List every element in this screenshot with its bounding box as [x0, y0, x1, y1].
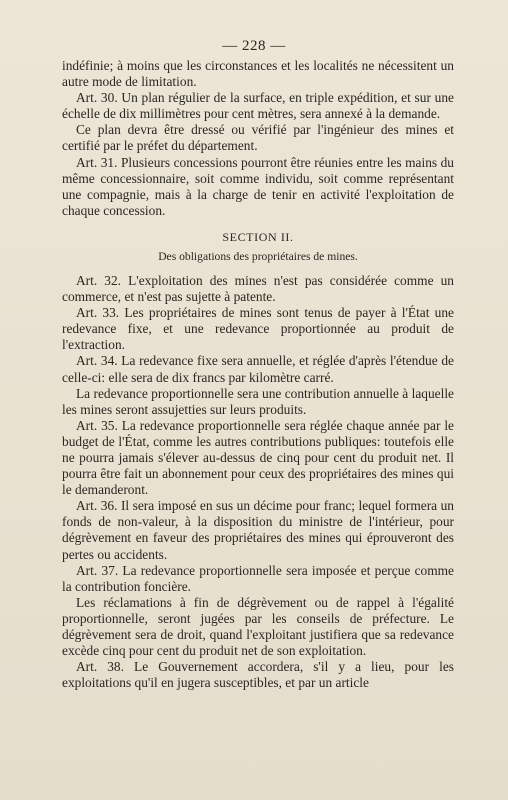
page-number: — 228 — — [222, 38, 286, 54]
article-37-claims: Les réclamations à fin de dégrèvement ou de rappel à l'égalité proportionnelle, seront jugées par les conseils de préfecture. Le dégrèvement sera de droit, quand l'exploitant justifiera que sa redevance excède cinq pour cent du produit net de son exploitation. — [62, 594, 454, 659]
article-36: Art. 36. Il sera imposé en sus un décime pour franc; lequel formera un fonds de non-valeur, à la disposition du ministre de l'intérieur, pour dégrèvement en faveur des propriétaires des mines qui éprouveront des pertes ou accidents. — [62, 498, 454, 562]
section-subheading: Des obligations des propriétaires de mines. — [158, 249, 358, 263]
section-heading: SECTION II. — [222, 229, 294, 244]
article-37: Art. 37. La redevance proportionnelle sera imposée et perçue comme la contribution foncière. — [62, 562, 454, 594]
article-30: Art. 30. Un plan régulier de la surface, en triple expédition, et sur une échelle de dix millimètres pour cent mètres, sera annexé à la demande. — [62, 90, 454, 122]
article-35: Art. 35. La redevance proportionnelle sera réglée chaque année par le budget de l'État, comme les autres contributions publiques: toutefois elle ne pourra jamais s'élever au-dessus de cinq pour cent du produit net. Il pourra être fait un abonnement pour ceux des propriétaires des mines qui le demanderont. — [62, 417, 454, 498]
article-34: Art. 34. La redevance fixe sera annuelle, et réglée d'après l'étendue de celle-ci: elle sera de dix francs par kilomètre carré. — [62, 353, 454, 385]
article-32: Art. 32. L'exploitation des mines n'est pas considérée comme un commerce, et n'est pas sujette à patente. — [62, 272, 454, 305]
paragraph-continuation: indéfinie; à moins que les circonstances et les localités ne nécessitent un autre mode de limitation. — [62, 58, 454, 90]
article-38: Art. 38. Le Gouvernement accordera, s'il y a lieu, pour les exploitations qu'il en jugera susceptibles, et par un article — [62, 659, 454, 691]
article-30-plan: Ce plan devra être dressé ou vérifié par l'ingénieur des mines et certifié par le préfet du département. — [62, 122, 454, 154]
body-text — [62, 58, 454, 691]
article-33: Art. 33. Les propriétaires de mines sont tenus de payer à l'État une redevance fixe, et une redevance proportionnée au produit de l'extraction. — [62, 305, 454, 353]
article-34-proportional: La redevance proportionnelle sera une contribution annuelle à laquelle les mines seront assujetties sur leurs produits. — [62, 385, 454, 417]
article-31: Art. 31. Plusieurs concessions pourront être réunies entre les mains du même concessionnaire, soit comme individu, soit comme représentant une compagnie, mais à la charge de tenir en activité l'exploitation de chaque concession. — [62, 154, 454, 218]
